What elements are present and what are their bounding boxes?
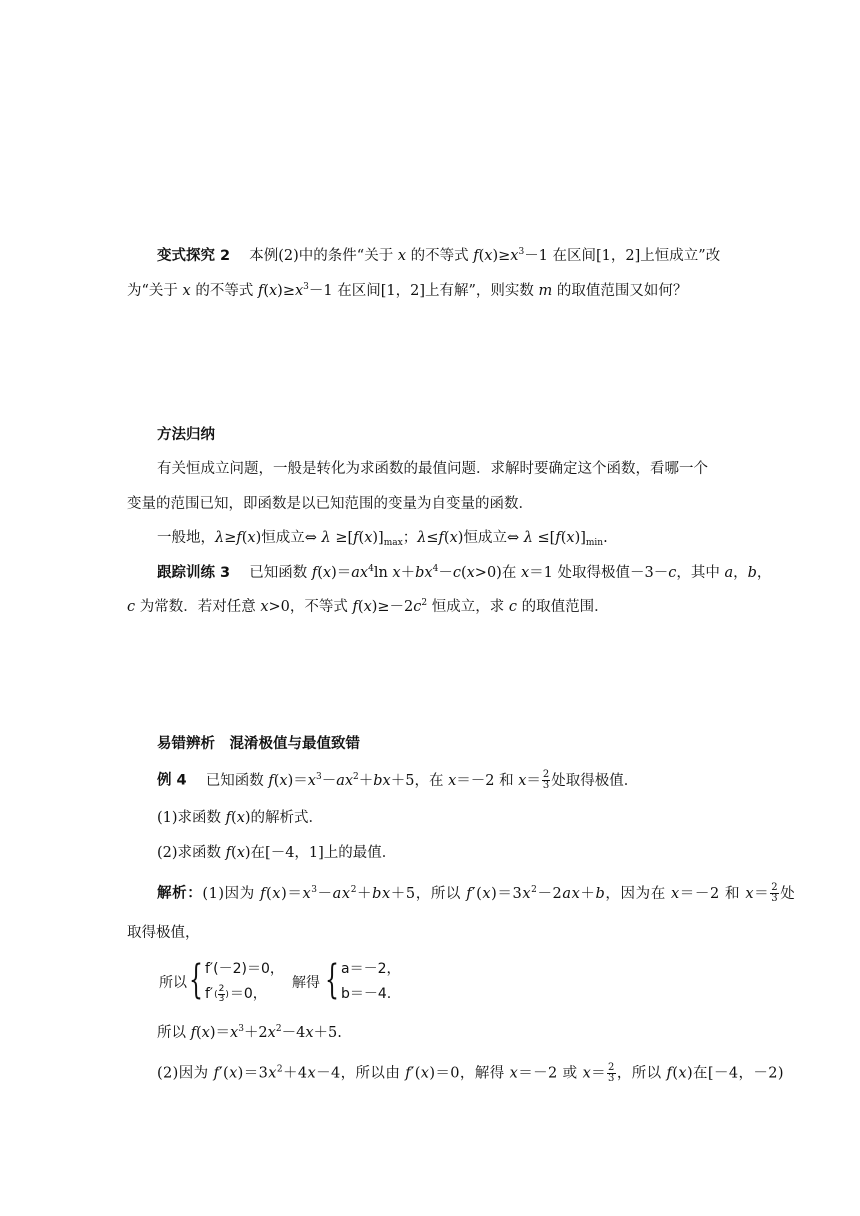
error-title: 易错辨析 混淆极值与最值致错: [157, 736, 360, 752]
method-p1-line2: 变量的范围已知，即函数是以已知范围的变量为自变量的函数．: [127, 496, 533, 512]
solution-line-1: 解析：(1)因为 $f(x)=x^3-ax^2+bx+5$，所以 $f'(x)=3x^2-2ax+b$，因为在 x＝－2 和 x＝ $\frac{2}{3}$ 处: [157, 882, 796, 904]
ans-1: a＝－2，: [341, 961, 401, 977]
variant-line-1: 变式探究 2 本例(2)中的条件“关于 x 的不等式 $f(x)\ge x^3-1$ 在区间[1，2]上恒成立”改: [157, 247, 721, 264]
ans-2: b＝－4.: [341, 986, 392, 1002]
method-p1-line1: 有关恒成立问题，一般是转化为求函数的最值问题．求解时要确定这个函数，看哪一个: [157, 461, 708, 477]
training-line-2: c 为常数．若对任意 x>0，不等式 $f(x)\ge-2c^2$ 恒成立，求 c 的取值范围．: [127, 598, 609, 615]
example-q1: (1)求函数 f(x)的解析式．: [157, 810, 324, 826]
solution-line-3: 所以 $f(x)=x^3+2x^2-4x+5$.: [157, 1024, 342, 1041]
training-title: 跟踪训练 3: [157, 565, 231, 581]
right-brace-icon: {: [325, 957, 339, 1003]
example-title: 例 4: [157, 772, 187, 789]
equation-system: [157, 958, 457, 1008]
variant-title: 变式探究 2: [157, 248, 231, 264]
solve-label: 解得: [292, 975, 320, 991]
method-p2: 一般地，λ≥f(x)恒成立⇔ $\lambda \ge[f(x)]_{max}$；λ≤f(x)恒成立⇔ $\lambda \le[f(x)]_{min}$.: [157, 530, 608, 548]
solution-line-2: 取得极值，: [127, 925, 200, 941]
solution-title: 解析：: [157, 885, 203, 902]
training-line-1: 跟踪训练 3 已知函数 $f(x)=ax^4\ln$ $x+bx^4-c(x>0)$在 x＝1 处取得极值－3－c，其中 a，b，: [157, 564, 772, 581]
left-brace-icon: {: [189, 957, 203, 1003]
example-stem: 例 4 已知函数 $f(x)=x^3-ax^2+bx+5$，在 x＝－2 和 x＝ $\frac{2}{3}$ 处取得极值．: [157, 769, 639, 791]
fraction: $\frac{2}{3}$: [542, 769, 550, 791]
example-q2: (2)求函数 f(x)在[－4，1]上的最值．: [157, 845, 397, 861]
solution-line-4: (2)因为 $f'(x)=3x^2+4x-4$，所以由 f′(x)＝0，解得 x＝－2 或 x＝ $\frac{2}{3}$ ，所以 f(x)在[－4，－2): [157, 1062, 784, 1084]
eq-1: f′(－2)＝0，: [205, 961, 284, 977]
method-title: 方法归纳: [157, 427, 215, 443]
eq-2: f′( $\frac{2}{3}$ )＝0，: [205, 983, 267, 1004]
so-label: 所以: [159, 975, 187, 991]
variant-line-2: 为“关于 x 的不等式 $f(x)\ge x^3-1$ 在区间[1，2]上有解”，则实数 m 的取值范围又如何？: [127, 282, 688, 299]
